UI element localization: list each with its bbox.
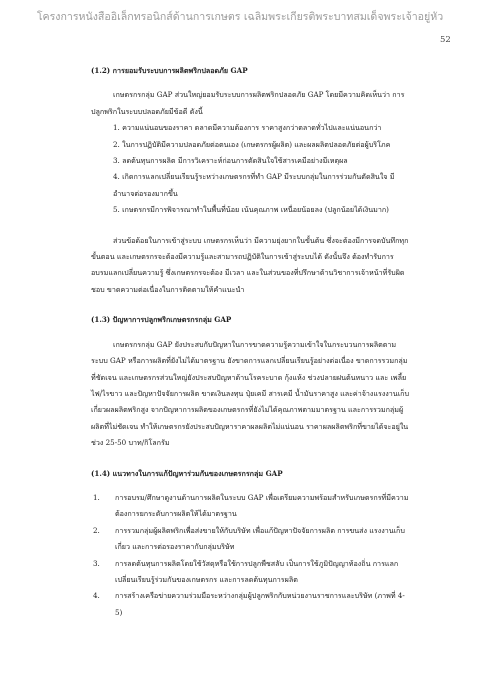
- solution-text: การลดต้นทุนการผลิตโดยใช้วัสดุหรือใช้การปลูกพืชสลับ เป็นการใช้ภูมิปัญญาท้องถิ่น การแลกเปลี่ยนเรียนรู้ร่วมกันของเกษตรกร และการลดต้นทุนการผลิต: [115, 558, 399, 584]
- page-body: [91, 63, 410, 621]
- section-1-3-body: เกษตรกรกลุ่ม GAP ยังประสบกับปัญหาในการขาดความรู้ความเข้าใจในกระบวนการผลิตตามระบบ GAP หรือการผลิตที่ยังไม่ได้มาตรฐาน ยังขาดการแลกเปลี่ยนเรียนรู้อย่างต่อเนื่อง ขาดการรวมกลุ่มที่ชัดเจน และเกษตรกรส่วนใหญ่ยังประสบปัญหาด้านโรคระบาด กุ้งแห้ง ช่วงปลายฝนต้นหนาว และ เพลี้ยไฟ/ไรขาว และปัญหาปัจจัยการผลิต ขาดเงินลงทุน ปุ๋ยเคมี สารเคมี น้ำมันราคาสูง และค่าจ้างแรงงานเก็บเกี่ยวผลผลิตพริกสูง จากปัญหาการผลิตของเกษตรกรที่ยังไม่ได้คุณภาพตามมาตรฐาน และการรวมกลุ่มผู้ผลิตที่ไม่ชัดเจน ทำให้เกษตรกรยังประสบปัญหาราคาผลผลิตไม่แน่นอน ราคาผลผลิตพริกที่ขายได้จะอยู่ในช่วง 25-50 บาท/กิโลกรัม: [91, 339, 409, 448]
- solution-number: 4.: [93, 591, 100, 601]
- section-1-2-intro: เกษตรกรกลุ่ม GAP ส่วนใหญ่ยอมรับระบบการผลิตพริกปลอดภัย GAP โดยมีความคิดเห็นว่า การปลูกพริกในระบบปลอดภัยมีข้อดี ดังนี้: [91, 90, 405, 116]
- section-1-4-heading: (1.4) แนวทางในการแก้ปัญหาร่วมกันของเกษตรกรกลุ่ม GAP: [91, 468, 283, 478]
- solution-item: [91, 588, 410, 621]
- solution-text: การรวมกลุ่มผู้ผลิตพริกเพื่อส่งขายให้กับบริษัท เพื่อแก้ปัญหาปัจจัยการผลิต การขนส่ง แรงงานเก็บเกี่ยว และการต่อรองราคากับกลุ่มบริษัท: [115, 525, 405, 552]
- solution-item: [91, 556, 410, 589]
- running-header: โครงการหนังสืออิเล็กทรอนิกส์ด้านการเกษตร เฉลิมพระเกียรติพระบาทสมเด็จพระเจ้าอยู่หัว: [36, 11, 444, 23]
- benefit-item-4: 4. เกิดการแลกเปลี่ยนเรียนรู้ระหว่างเกษตรกรที่ทำ GAP มีระบบกลุ่มในการร่วมกันตัดสินใจ มีอำนาจต่อรองมากขึ้น: [113, 172, 395, 198]
- solution-text: การสร้างเครือข่ายความร่วมมือระหว่างกลุ่มผู้ปลูกพริกกับหน่วยงานราชการและบริษัท (ภาพที่ 4-5): [115, 591, 405, 617]
- solution-number: 1.: [93, 492, 100, 502]
- benefit-item-3: 3. ลดต้นทุนการผลิต มีการวิเคราะห์ก่อนการตัดสินใจใช้สารเคมีอย่างมีเหตุผล: [113, 156, 348, 166]
- benefit-item-5: 5. เกษตรกรมีการพิจารณาทำในพื้นที่น้อย เน้นคุณภาพ เหนื่อยน้อยลง (ปลูกน้อยได้เงินมาก): [113, 205, 389, 215]
- solution-list: [91, 490, 410, 621]
- benefit-item-1: 1. ความแน่นอนของราคา ตลาดมีความต้องการ ราคาสูงกว่าตลาดทั่วไปและแน่นอนกว่า: [113, 123, 382, 133]
- section-1-3-heading: (1.3) ปัญหาการปลูกพริกเกษตรกรกลุ่ม GAP: [91, 315, 232, 325]
- section-1-2-closing: ส่วนข้อด้อยในการเข้าสู่ระบบ เกษตรกรเห็นว่า มีความยุ่งยากในขั้นต้น ซึ่งจะต้องมีการจดบันทึกทุกขั้นตอน และเกษตรกรจะต้องมีความรู้และสามารถปฏิบัติในการเข้าสู่ระบบได้ ดังนั้นจึง ต้องทำรับการอบรมแลกเปลี่ยนความรู้ ซึ่งเกษตรกรจะต้อง มีเวลา และในส่วนของที่ปรึกษาด้านวิชาการเจ้าหน้าที่รับผิดชอบ ขาดความต่อเนื่องในการติดตามให้คำแนะนำ: [91, 235, 409, 294]
- solution-item: [91, 523, 410, 556]
- benefit-item-2: 2. ในการปฏิบัติมีความปลอดภัยต่อตนเอง (เกษตรกรผู้ผลิต) และผลผลิตปลอดภัยต่อผู้บริโภค: [113, 139, 391, 149]
- solution-number: 3.: [93, 558, 100, 568]
- solution-number: 2.: [93, 525, 100, 535]
- page-number: 52: [440, 35, 451, 45]
- solution-text: การอบรม/ศึกษาดูงานด้านการผลิตในระบบ GAP เพื่อเตรียมความพร้อมสำหรับเกษตรกรที่มีความต้องการยกระดับการผลิตให้ได้มาตรฐาน: [115, 492, 409, 519]
- solution-item: [91, 490, 410, 523]
- section-1-2-heading: (1.2) การยอมรับระบบการผลิตพริกปลอดภัย GAP: [91, 66, 248, 75]
